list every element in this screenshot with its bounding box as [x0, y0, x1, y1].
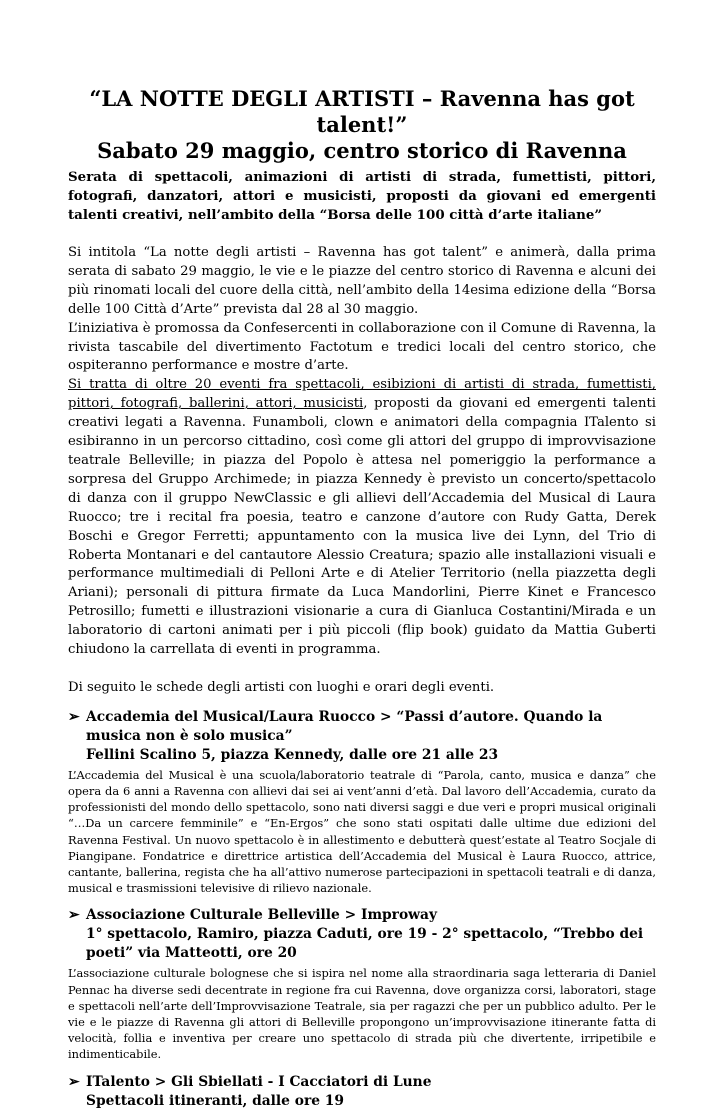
section-description: L’associazione culturale bolognese che si ispira nel nome alla straordinaria saga letteraria di Daniel Pennac ha diverse sedi decentrate in regione fra cui Ravenna, dove organizza corsi, laboratori, stage e spettacoli nell’arte dell’Improvvisazione Teatrale, sia per ragazzi che per un pubblico adulto. Per le vie e le piazze di Ravenna gli attori di Belleville propongono un’improvvisazione itinerante fatta di velocità, follia e inventiva per creare uno spettacolo di strada più che divertente, irripetibile e indimenticabile.: [68, 966, 656, 1062]
events-underlined-text: Si tratta di oltre 20 eventi fra spettacoli, esibizioni di artisti di strada, fumettisti, pittori, fotografi, ballerini, attori, musicisti: [68, 377, 656, 412]
section-accademia-musical: [68, 708, 656, 897]
arrow-bullet-icon: ➢: [68, 1073, 80, 1090]
document-content: [68, 86, 656, 1111]
section-subheading: 1° spettacolo, Ramiro, piazza Caduti, ore 19 - 2° spettacolo, “Trebbo dei poeti” via Matteotti, ore 20: [86, 926, 644, 962]
paragraph-events: [68, 376, 656, 660]
section-italento: [68, 1073, 656, 1111]
paragraph-intro: Si intitola “La notte degli artisti – Ravenna has got talent” e animerà, dalla prima serata di sabato 29 maggio, le vie e le piazze del centro storico di Ravenna e alcuni dei più rinomati locali del cuore della città, nell’ambito della 14esima edizione della “Borsa delle 100 Città d’Arte” prevista dal 28 al 30 maggio.: [68, 245, 656, 317]
section-heading: ITalento > Gli Sbiellati - I Cacciatori di Lune: [86, 1073, 432, 1090]
paragraph-promoters: L’iniziativa è promossa da Confesercenti in collaborazione con il Comune di Ravenna, la rivista tascabile del divertimento Factotum e tredici locali del centro storico, che ospiteranno performance e mostre d’arte.: [68, 320, 656, 374]
arrow-bullet-icon: ➢: [68, 708, 80, 725]
events-text: , proposti da giovani ed emergenti talenti creativi legati a Ravenna. Funamboli, clown e animatori della compagnia ITalento si esibiranno in un percorso cittadino, così come gli attori del gruppo di improvvisazione teatrale Belleville; in piazza del Popolo è attesa nel pomeriggio la performance a sorpresa del Gruppo Archimede; in piazza Kennedy è previsto un concerto/spettacolo di danza con il gruppo NewClassic e gli allievi dell’Accademia del Musical di Laura Ruocco; tre i recital fra poesia, teatro e canzone d’autore con Rudy Gatta, Derek Boschi e Gregor Ferretti; appuntamento con la musica live dei Lynn, del Trio di Roberta Montanari e del cantautore Alessio Creatura; spazio alle installazioni visuali e performance multimediali di Pelloni Arte e di Atelier Territorio (nella piazzetta degli Ariani); personali di pittura firmate da Luca Mandorlini, Pierre Kinet e Francesco Petrosillo; fumetti e illustrazioni visionarie a cura di Gianluca Costantini/Mirada e un laboratorio di cartoni animati per i più piccoli (flip book) guidato da Mattia Guberti chiudono la carrellata di eventi in programma.: [68, 396, 656, 658]
title-line-2: Sabato 29 maggio, centro storico di Ravenna: [97, 138, 627, 163]
section-belleville: [68, 906, 656, 1062]
section-description: L’Accademia del Musical è una scuola/laboratorio teatrale di “Parola, canto, musica e danza” che opera da 6 anni a Ravenna con allievi dai sei ai vent’anni d’età. Dal lavoro dell’Accademia, curato da professionisti del mondo dello spettacolo, sono nati diversi saggi e due veri e propri musical originali “…Da un carcere femminile” e “En-Ergos” che sono stati ospitati dalle ultime due edizioni del Ravenna Festival. Un nuovo spettacolo è in allestimento e debutterà quest’estate al Teatro Socjale di Piangipane. Fondatrice e direttrice artistica dell’Accademia del Musical è Laura Ruocco, attrice, cantante, ballerina, regista che ha all’attivo numerose partecipazioni in spettacoli teatrali e di danza, musical e trasmissioni televisive di rilievo nazionale.: [68, 767, 656, 896]
section-subheading: Spettacoli itineranti, dalle ore 19: [86, 1092, 344, 1109]
paragraph-schedule-intro: Di seguito le schede degli artisti con luoghi e orari degli eventi.: [68, 679, 495, 695]
lead-paragraph: Serata di spettacoli, animazioni di artisti di strada, fumettisti, pittori, fotografi, danzatori, attori e musicisti, proposti da giovani ed emergenti talenti creativi, nell’ambito della “Borsa delle 100 città d’arte italiane”: [68, 169, 656, 223]
arrow-bullet-icon: ➢: [68, 907, 80, 924]
spacer: [68, 225, 656, 244]
section-heading: Associazione Culturale Belleville > Improway: [86, 907, 437, 924]
title-line-1: “LA NOTTE DEGLI ARTISTI – Ravenna has got talent!”: [89, 86, 635, 137]
section-heading: Accademia del Musical/Laura Ruocco > “Passi d’autore. Quando la musica non è solo musica”: [86, 708, 603, 744]
section-subheading: Fellini Scalino 5, piazza Kennedy, dalle ore 21 alle 23: [86, 746, 499, 763]
spacer: [68, 660, 656, 679]
document-title: [68, 86, 656, 164]
